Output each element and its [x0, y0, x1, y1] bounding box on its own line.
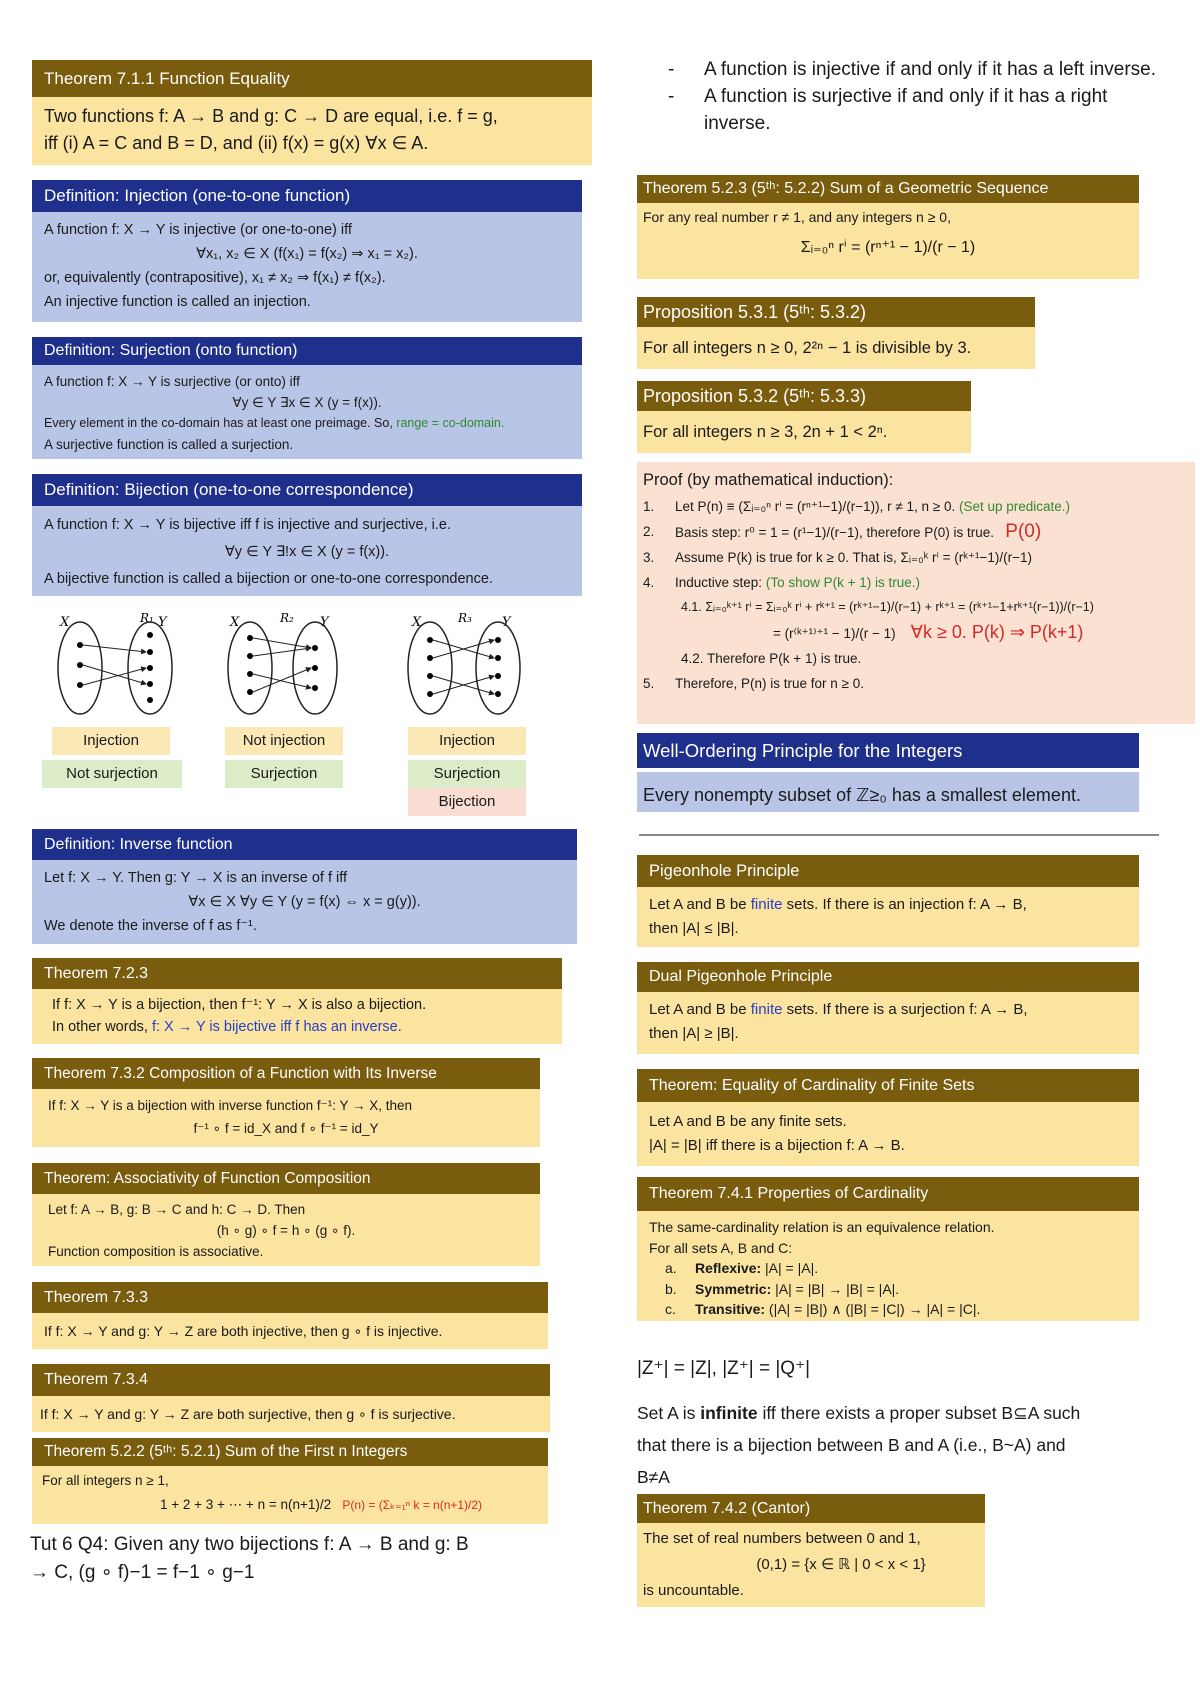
equality-of-cardinality-line1: Let A and B be any finite sets.	[649, 1113, 847, 1130]
proof-step4-1-note: ∀k ≥ 0. P(k) ⇒ P(k+1)	[910, 622, 1084, 642]
well-ordering-line1: Every nonempty subset of ℤ≥₀ has a smallest element.	[643, 785, 1081, 805]
proof-step4-note: (To show P(k + 1) is true.)	[765, 575, 920, 590]
bijection-line3: A bijective function is called a bijection or one-to-one correspondence.	[44, 571, 493, 587]
tag-surjection-3: Surjection	[408, 760, 526, 788]
tutorial-note-line1: Tut 6 Q4: Given any two bijections f: A → B and g: B	[30, 1534, 469, 1555]
theorem-5-2-2-title: Theorem 5.2.2 (5ᵗʰ: 5.2.1) Sum of the First n Integers	[32, 1438, 548, 1466]
proof-step1-note: (Set up predicate.)	[958, 499, 1071, 514]
theorem-7-4-2-cantor	[637, 1494, 985, 1607]
diagram3-r-label: R₃	[458, 611, 472, 625]
proof-step4-1b: = (r⁽ᵏ⁺¹⁾⁺¹ − 1)/(r − 1)	[773, 626, 896, 641]
theorem-7-1-1-title: Theorem 7.1.1 Function Equality	[32, 60, 592, 97]
dual-pigeonhole-line1c: sets. If there is a surjection f: A → B,	[782, 1001, 1028, 1018]
definition-injection-title: Definition: Injection (one-to-one function)	[32, 180, 582, 212]
theorem-5-2-3-line1: For any real number r ≠ 1, and any integers n ≥ 0,	[643, 209, 951, 225]
diagram3-x-label: X	[412, 615, 422, 630]
proof-step5: Therefore, P(n) is true for n ≥ 0.	[675, 676, 864, 691]
surjection-line4: A surjective function is called a surjection.	[44, 437, 294, 452]
proposition-5-3-2-line1: For all integers n ≥ 3, 2n + 1 < 2ⁿ.	[643, 423, 888, 441]
theorem-7-3-3-line1: If f: X → Y and g: Y → Z are both injective, then g ∘ f is injective.	[44, 1323, 443, 1339]
definition-inverse-title: Definition: Inverse function	[32, 829, 577, 860]
proof-title: Proof (by mathematical induction):	[643, 471, 894, 489]
property-a-letter: a.	[665, 1260, 677, 1276]
pigeonhole-title: Pigeonhole Principle	[637, 855, 1139, 887]
associativity-line2: (h ∘ g) ∘ f = h ∘ (g ∘ f).	[216, 1223, 356, 1238]
equality-of-cardinality	[637, 1069, 1139, 1166]
cantor-line2: (0,1) = {x ∈ ℝ | 0 < x < 1}	[756, 1556, 926, 1573]
divider	[639, 834, 1159, 836]
theorem-7-3-2-title: Theorem 7.3.2 Composition of a Function with Its Inverse	[32, 1058, 540, 1089]
pigeonhole-line1b: finite	[750, 896, 783, 913]
dual-pigeonhole-title: Dual Pigeonhole Principle	[637, 962, 1139, 992]
theorem-7-3-2-line1: If f: X → Y is a bijection with inverse function f⁻¹: Y → X, then	[48, 1098, 413, 1113]
theorem-7-4-1-line2: For all sets A, B and C:	[649, 1239, 793, 1256]
diagram-not-injection-surjection	[228, 611, 337, 714]
theorem-7-2-3-line2a: In other words,	[52, 1019, 152, 1035]
theorem-5-2-3	[637, 175, 1139, 279]
bullet-surjective-right-inverse: - A function is surjective if and only if it has a right inverse.	[668, 83, 1168, 137]
theorem-5-2-3-title: Theorem 5.2.3 (5ᵗʰ: 5.2.2) Sum of a Geometric Sequence	[637, 175, 1139, 203]
tag-surjection-2: Surjection	[225, 760, 343, 788]
property-c-letter: c.	[665, 1301, 676, 1317]
proposition-5-3-2-title: Proposition 5.3.2 (5ᵗʰ: 5.3.3)	[637, 381, 971, 411]
theorem-7-4-1	[637, 1177, 1139, 1321]
equality-of-cardinality-title: Theorem: Equality of Cardinality of Finite Sets	[637, 1069, 1139, 1102]
theorem-7-2-3-line1: If f: X → Y is a bijection, then f⁻¹: Y → X is also a bijection.	[52, 997, 427, 1013]
proof-step1-number: 1.	[643, 499, 655, 514]
pigeonhole-line2: then |A| ≤ |B|.	[649, 920, 739, 937]
bijection-line1: A function f: X → Y is bijective iff f is injective and surjective, i.e.	[44, 517, 451, 533]
theorem-5-2-2-predicate: P(n) = (Σₖ₌₁ⁿ k = n(n+1)/2)	[342, 1498, 483, 1512]
bullet-injective-left-inverse: - A function is injective if and only if it has a left inverse.	[668, 56, 1168, 83]
definition-surjection	[32, 337, 582, 459]
pigeonhole-line1c: sets. If there is an injection f: A → B,	[782, 896, 1027, 913]
injection-line3: or, equivalently (contrapositive), x₁ ≠ x₂ ⇒ f(x₁) ≠ f(x₂).	[44, 270, 386, 286]
theorem-5-2-3-line2: Σᵢ₌₀ⁿ rⁱ = (rⁿ⁺¹ − 1)/(r − 1)	[800, 239, 976, 256]
pigeonhole-principle	[637, 855, 1139, 947]
inverse-line1: Let f: X → Y. Then g: Y → X is an inverse of f iff	[44, 870, 348, 886]
infinite-line1c: iff there exists a proper subset B⊆A such	[757, 1403, 1081, 1423]
tag-injection-3: Injection	[408, 727, 526, 755]
function-diagrams	[40, 610, 560, 720]
surjection-line3a: Every element in the co-domain has at least one preimage. So,	[44, 416, 397, 430]
tag-not-injection: Not injection	[225, 727, 343, 755]
bijection-line2: ∀y ∈ Y ∃!x ∈ X (y = f(x)).	[224, 544, 390, 560]
theorem-associativity	[32, 1163, 540, 1266]
tag-injection-1: Injection	[52, 727, 170, 755]
proof-step4: Inductive step:	[675, 575, 763, 590]
proposition-5-3-1	[637, 297, 1035, 369]
theorem-7-1-1-line2: iff (i) A = C and B = D, and (ii) f(x) = g(x) ∀x ∈ A.	[44, 133, 429, 153]
dual-pigeonhole-line1b: finite	[750, 1001, 783, 1018]
diagram1-x-label: X	[60, 615, 70, 630]
definition-injection	[32, 180, 582, 322]
theorem-5-2-2-line2: 1 + 2 + 3 + ⋯ + n = n(n+1)/2	[160, 1497, 332, 1512]
proof-step5-number: 5.	[643, 676, 655, 691]
theorem-7-3-2-line2: f⁻¹ ∘ f = id_X and f ∘ f⁻¹ = id_Y	[193, 1121, 379, 1136]
theorem-associativity-title: Theorem: Associativity of Function Composition	[32, 1163, 540, 1194]
injection-line1: A function f: X → Y is injective (or one-to-one) iff	[44, 222, 352, 238]
diagram2-r-label: R₂	[280, 611, 294, 625]
theorem-7-2-3-line2b: f: X → Y is bijective iff f has an inverse.	[151, 1019, 402, 1035]
diagram-bijection	[408, 611, 520, 714]
diagram1-r-label: R₁	[140, 611, 154, 625]
theorem-7-3-4-line1: If f: X → Y and g: Y → Z are both surjective, then g ∘ f is surjective.	[40, 1406, 456, 1422]
proof-step4-2: 4.2. Therefore P(k + 1) is true.	[681, 651, 862, 666]
theorem-7-3-4	[32, 1364, 550, 1432]
diagram2-x-label: X	[230, 615, 240, 630]
infinite-line2: that there is a bijection between B and A (i.e., B~A) and	[637, 1435, 1066, 1455]
cantor-title: Theorem 7.4.2 (Cantor)	[637, 1494, 985, 1523]
property-b-letter: b.	[665, 1280, 677, 1297]
infinite-line1b: infinite	[700, 1403, 758, 1423]
inverse-line3: We denote the inverse of f as f⁻¹.	[44, 918, 257, 934]
property-symmetric-label: Symmetric:	[695, 1280, 772, 1297]
diagram2-y-label: Y	[320, 615, 329, 630]
cantor-line3: is uncountable.	[643, 1582, 744, 1599]
injection-line4: An injective function is called an injection.	[44, 294, 311, 310]
cardinality-examples: |Z⁺| = |Z|, |Z⁺| = |Q⁺|	[637, 1358, 811, 1379]
dual-pigeonhole-line2: then |A| ≥ |B|.	[649, 1025, 739, 1042]
theorem-7-3-3	[32, 1282, 548, 1349]
induction-proof	[637, 462, 1195, 724]
proof-step3: Assume P(k) is true for k ≥ 0. That is, Σᵢ₌₀ᵏ rⁱ = (rᵏ⁺¹−1)/(r−1)	[675, 550, 1032, 565]
definition-inverse	[32, 829, 577, 944]
definition-bijection	[32, 474, 582, 596]
inverse-line2: ∀x ∈ X ∀y ∈ Y (y = f(x) ⇔ x = g(y)).	[188, 894, 421, 910]
definition-bijection-title: Definition: Bijection (one-to-one correspondence)	[32, 474, 582, 506]
proof-step3-number: 3.	[643, 550, 655, 565]
diagram-injection-not-surjection	[58, 611, 172, 714]
infinite-set-definition	[637, 1397, 1177, 1493]
diagram3-y-label: Y	[502, 615, 511, 630]
associativity-line1: Let f: A → B, g: B → C and h: C → D. Then	[48, 1202, 306, 1217]
associativity-line3: Function composition is associative.	[48, 1244, 264, 1259]
property-transitive-text: (|A| = |B|) ∧ (|B| = |C|) → |A| = |C|.	[765, 1301, 981, 1317]
proof-step4-1: 4.1. Σᵢ₌₀ᵏ⁺¹ rⁱ = Σᵢ₌₀ᵏ rⁱ + rᵏ⁺¹ = (rᵏ⁺¹−1)/(r−1) + rᵏ⁺¹ = (rᵏ⁺¹−1+rᵏ⁺¹(r−1))/(r−1)	[681, 600, 1094, 614]
proposition-5-3-2	[637, 381, 971, 453]
property-symmetric-text: |A| = |B| → |B| = |A|.	[771, 1280, 900, 1297]
tutorial-note	[30, 1531, 570, 1587]
tag-not-surjection: Not surjection	[42, 760, 182, 788]
dual-pigeonhole-principle	[637, 962, 1139, 1054]
property-transitive-label: Transitive:	[695, 1301, 766, 1317]
proof-step2: Basis step: r⁰ = 1 = (r¹−1)/(r−1), therefore P(0) is true.	[675, 525, 995, 540]
surjection-line1: A function f: X → Y is surjective (or onto) iff	[44, 374, 300, 389]
tutorial-note-line2: → C, (g ∘ f)−1 = f−1 ∘ g−1	[30, 1562, 255, 1583]
proposition-5-3-1-title: Proposition 5.3.1 (5ᵗʰ: 5.3.2)	[637, 297, 1035, 327]
proof-step2-note: P(0)	[1005, 521, 1042, 542]
property-reflexive-text: |A| = |A|.	[761, 1260, 819, 1276]
equality-of-cardinality-line2: |A| = |B| iff there is a bijection f: A → B.	[649, 1137, 905, 1154]
injection-line2: ∀x₁, x₂ ∈ X (f(x₁) = f(x₂) ⇒ x₁ = x₂).	[196, 246, 418, 262]
inverse-bullets	[668, 56, 1168, 137]
theorem-7-3-4-title: Theorem 7.3.4	[32, 1364, 550, 1396]
theorem-7-4-1-title: Theorem 7.4.1 Properties of Cardinality	[637, 1177, 1139, 1211]
theorem-7-4-1-line1: The same-cardinality relation is an equivalence relation.	[649, 1219, 995, 1235]
pigeonhole-line1a: Let A and B be	[649, 896, 751, 913]
theorem-7-3-3-title: Theorem 7.3.3	[32, 1282, 548, 1313]
theorem-7-1-1-line1: Two functions f: A → B and g: C → D are equal, i.e. f = g,	[44, 106, 498, 126]
cantor-line1: The set of real numbers between 0 and 1,	[643, 1530, 921, 1547]
theorem-7-1-1	[32, 60, 592, 165]
dual-pigeonhole-line1a: Let A and B be	[649, 1001, 751, 1018]
diagram1-y-label: Y	[158, 615, 167, 630]
theorem-7-3-2	[32, 1058, 540, 1147]
infinite-line1a: Set A is	[637, 1403, 701, 1423]
well-ordering-principle	[637, 733, 1139, 812]
proof-step1: Let P(n) ≡ (Σᵢ₌₀ⁿ rⁱ = (rⁿ⁺¹−1)/(r−1)), r ≠ 1, n ≥ 0.	[675, 499, 956, 514]
infinite-line3: B≠A	[637, 1467, 670, 1487]
proof-step4-number: 4.	[643, 575, 655, 590]
definition-surjection-title: Definition: Surjection (onto function)	[32, 337, 582, 365]
well-ordering-title: Well-Ordering Principle for the Integers	[637, 733, 1139, 768]
theorem-7-2-3-title: Theorem 7.2.3	[32, 958, 562, 989]
theorem-7-2-3	[32, 958, 562, 1044]
theorem-5-2-2	[32, 1438, 548, 1524]
tag-bijection: Bijection	[408, 788, 526, 816]
surjection-line3b: range = co-domain.	[396, 416, 505, 430]
proposition-5-3-1-line1: For all integers n ≥ 0, 2²ⁿ − 1 is divisible by 3.	[643, 339, 972, 357]
surjection-line2: ∀y ∈ Y ∃x ∈ X (y = f(x)).	[232, 395, 382, 410]
theorem-5-2-2-line1: For all integers n ≥ 1,	[42, 1473, 169, 1488]
property-reflexive-label: Reflexive:	[695, 1260, 762, 1276]
proof-step2-number: 2.	[643, 524, 655, 539]
